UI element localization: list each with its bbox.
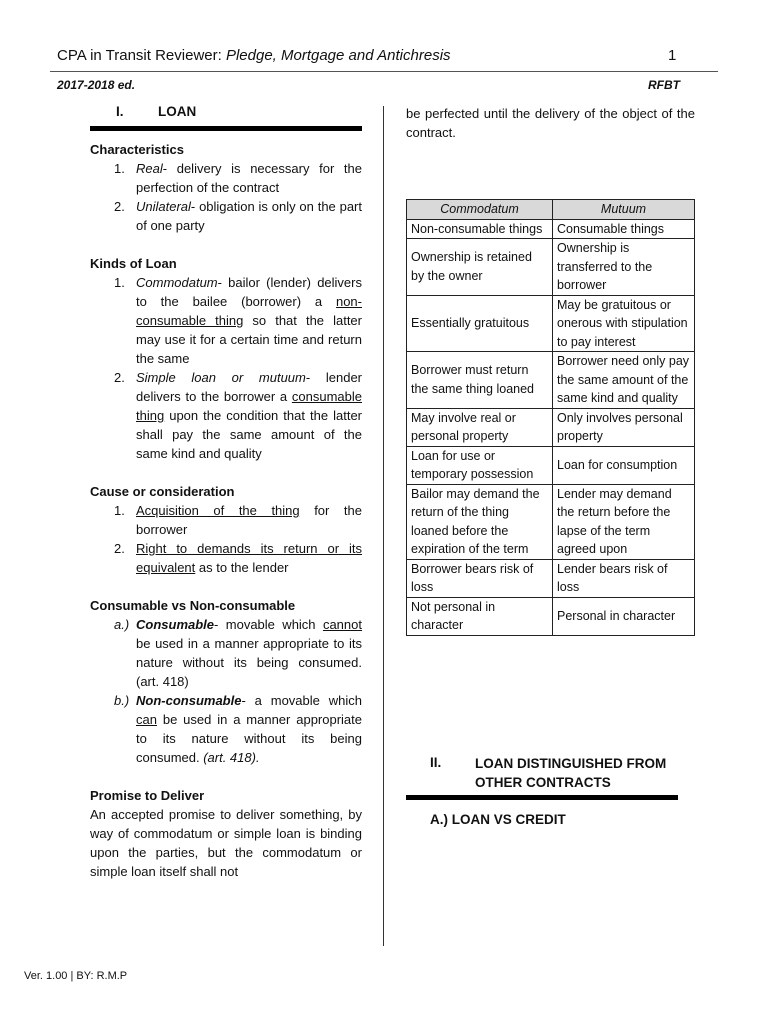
list-item: 2. Right to demands its return or its equivalent as to the lender [114, 541, 362, 575]
column-divider [383, 106, 384, 946]
table-cell: Bailor may demand the return of the thing loaned before the expiration of the term [407, 484, 553, 559]
promise-text: An accepted promise to deliver something, by way of commodatum or simple loan is binding upon the parties, but the commodatum or simple loan itself shall not [90, 807, 362, 879]
cause-heading: Cause or consideration [90, 484, 235, 499]
list-item: a.) Consumable- movable which cannot be used in a manner appropriate to its nature without its being consumed. (art. 418) [114, 617, 362, 689]
table-cell: Borrower must return the same thing loaned [407, 352, 553, 409]
title-subject: Pledge, Mortgage and Antichresis [225, 47, 451, 64]
kinds-heading: Kinds of Loan [90, 256, 177, 271]
table-header-row [407, 200, 695, 220]
list-item: 2. Simple loan or mutuum- lender delivers to the borrower a consumable thing upon the condition that the latter shall pay the same amount of the same kind and quality [114, 370, 362, 461]
table-row [407, 239, 695, 296]
table-cell: Lender may demand the return before the lapse of the term agreed upon [553, 484, 695, 559]
section-number: I. [116, 104, 124, 119]
table-cell: Not personal in character [407, 597, 553, 635]
kinds-list [90, 273, 362, 463]
promise-heading: Promise to Deliver [90, 788, 205, 803]
table-row [407, 484, 695, 559]
section2-number: II. [430, 755, 442, 770]
comparison-table [406, 199, 695, 636]
subsection-title: A.) LOAN VS CREDIT [430, 812, 566, 827]
table-row [407, 219, 695, 239]
table-cell: Borrower bears risk of loss [407, 559, 553, 597]
table-row [407, 295, 695, 352]
cause-list [90, 501, 362, 577]
table-row [407, 408, 695, 446]
table-cell: Non-consumable things [407, 219, 553, 239]
table-cell: Lender bears risk of loss [553, 559, 695, 597]
section-title: LOAN [158, 104, 197, 119]
table-cell: Ownership is retained by the owner [407, 239, 553, 296]
section2-bar [406, 795, 678, 800]
version-footer: Ver. 1.00 | BY: R.M.P [24, 970, 128, 982]
section-bar [90, 126, 362, 131]
table-cell: Only involves personal property [553, 408, 695, 446]
table-cell: Personal in character [553, 597, 695, 635]
table-cell: Borrower need only pay the same amount of the same kind and quality [553, 352, 695, 409]
list-item: 1. Real- delivery is necessary for the perfection of the contract [114, 161, 362, 195]
edition-label: 2017-2018 ed. [57, 78, 136, 92]
characteristics-heading: Characteristics [90, 142, 184, 157]
page-number: 1 [668, 47, 677, 64]
list-item: b.) Non-consumable- a movable which can be used in a manner appropriate to its nature without its being consumed. (art. 418). [114, 693, 362, 765]
table-cell: Essentially gratuitous [407, 295, 553, 352]
table-row [407, 352, 695, 409]
table-row [407, 446, 695, 484]
subject-code: RFBT [648, 78, 680, 92]
left-column [90, 140, 362, 881]
table-cell: Consumable things [553, 219, 695, 239]
title-prefix: CPA in Transit Reviewer: [57, 47, 226, 64]
table-cell: Loan for use or temporary possession [407, 446, 553, 484]
table-cell: Loan for consumption [553, 446, 695, 484]
characteristics-list [90, 159, 362, 235]
table-cell: Ownership is transferred to the borrower [553, 239, 695, 296]
list-item: 1. Acquisition of the thing for the borrower [114, 503, 362, 537]
column-header: Mutuum [553, 200, 695, 220]
consumable-list [90, 615, 362, 767]
table-row [407, 559, 695, 597]
document-title [57, 47, 451, 64]
continuation-text: be perfected until the delivery of the object of the contract. [406, 106, 695, 140]
section2-title: LOAN DISTINGUISHED FROM OTHER CONTRACTS [475, 756, 667, 790]
table-cell: May involve real or personal property [407, 408, 553, 446]
column-header: Commodatum [407, 200, 553, 220]
consumable-heading: Consumable vs Non-consumable [90, 598, 296, 613]
table-row [407, 597, 695, 635]
list-item: 2. Unilateral- obligation is only on the part of one party [114, 199, 362, 233]
table-cell: May be gratuitous or onerous with stipulation to pay interest [553, 295, 695, 352]
header-rule [50, 71, 718, 72]
list-item: 1. Commodatum- bailor (lender) delivers to the bailee (borrower) a non-consumable thing so that the latter may use it for a certain time and return the same [114, 275, 362, 366]
